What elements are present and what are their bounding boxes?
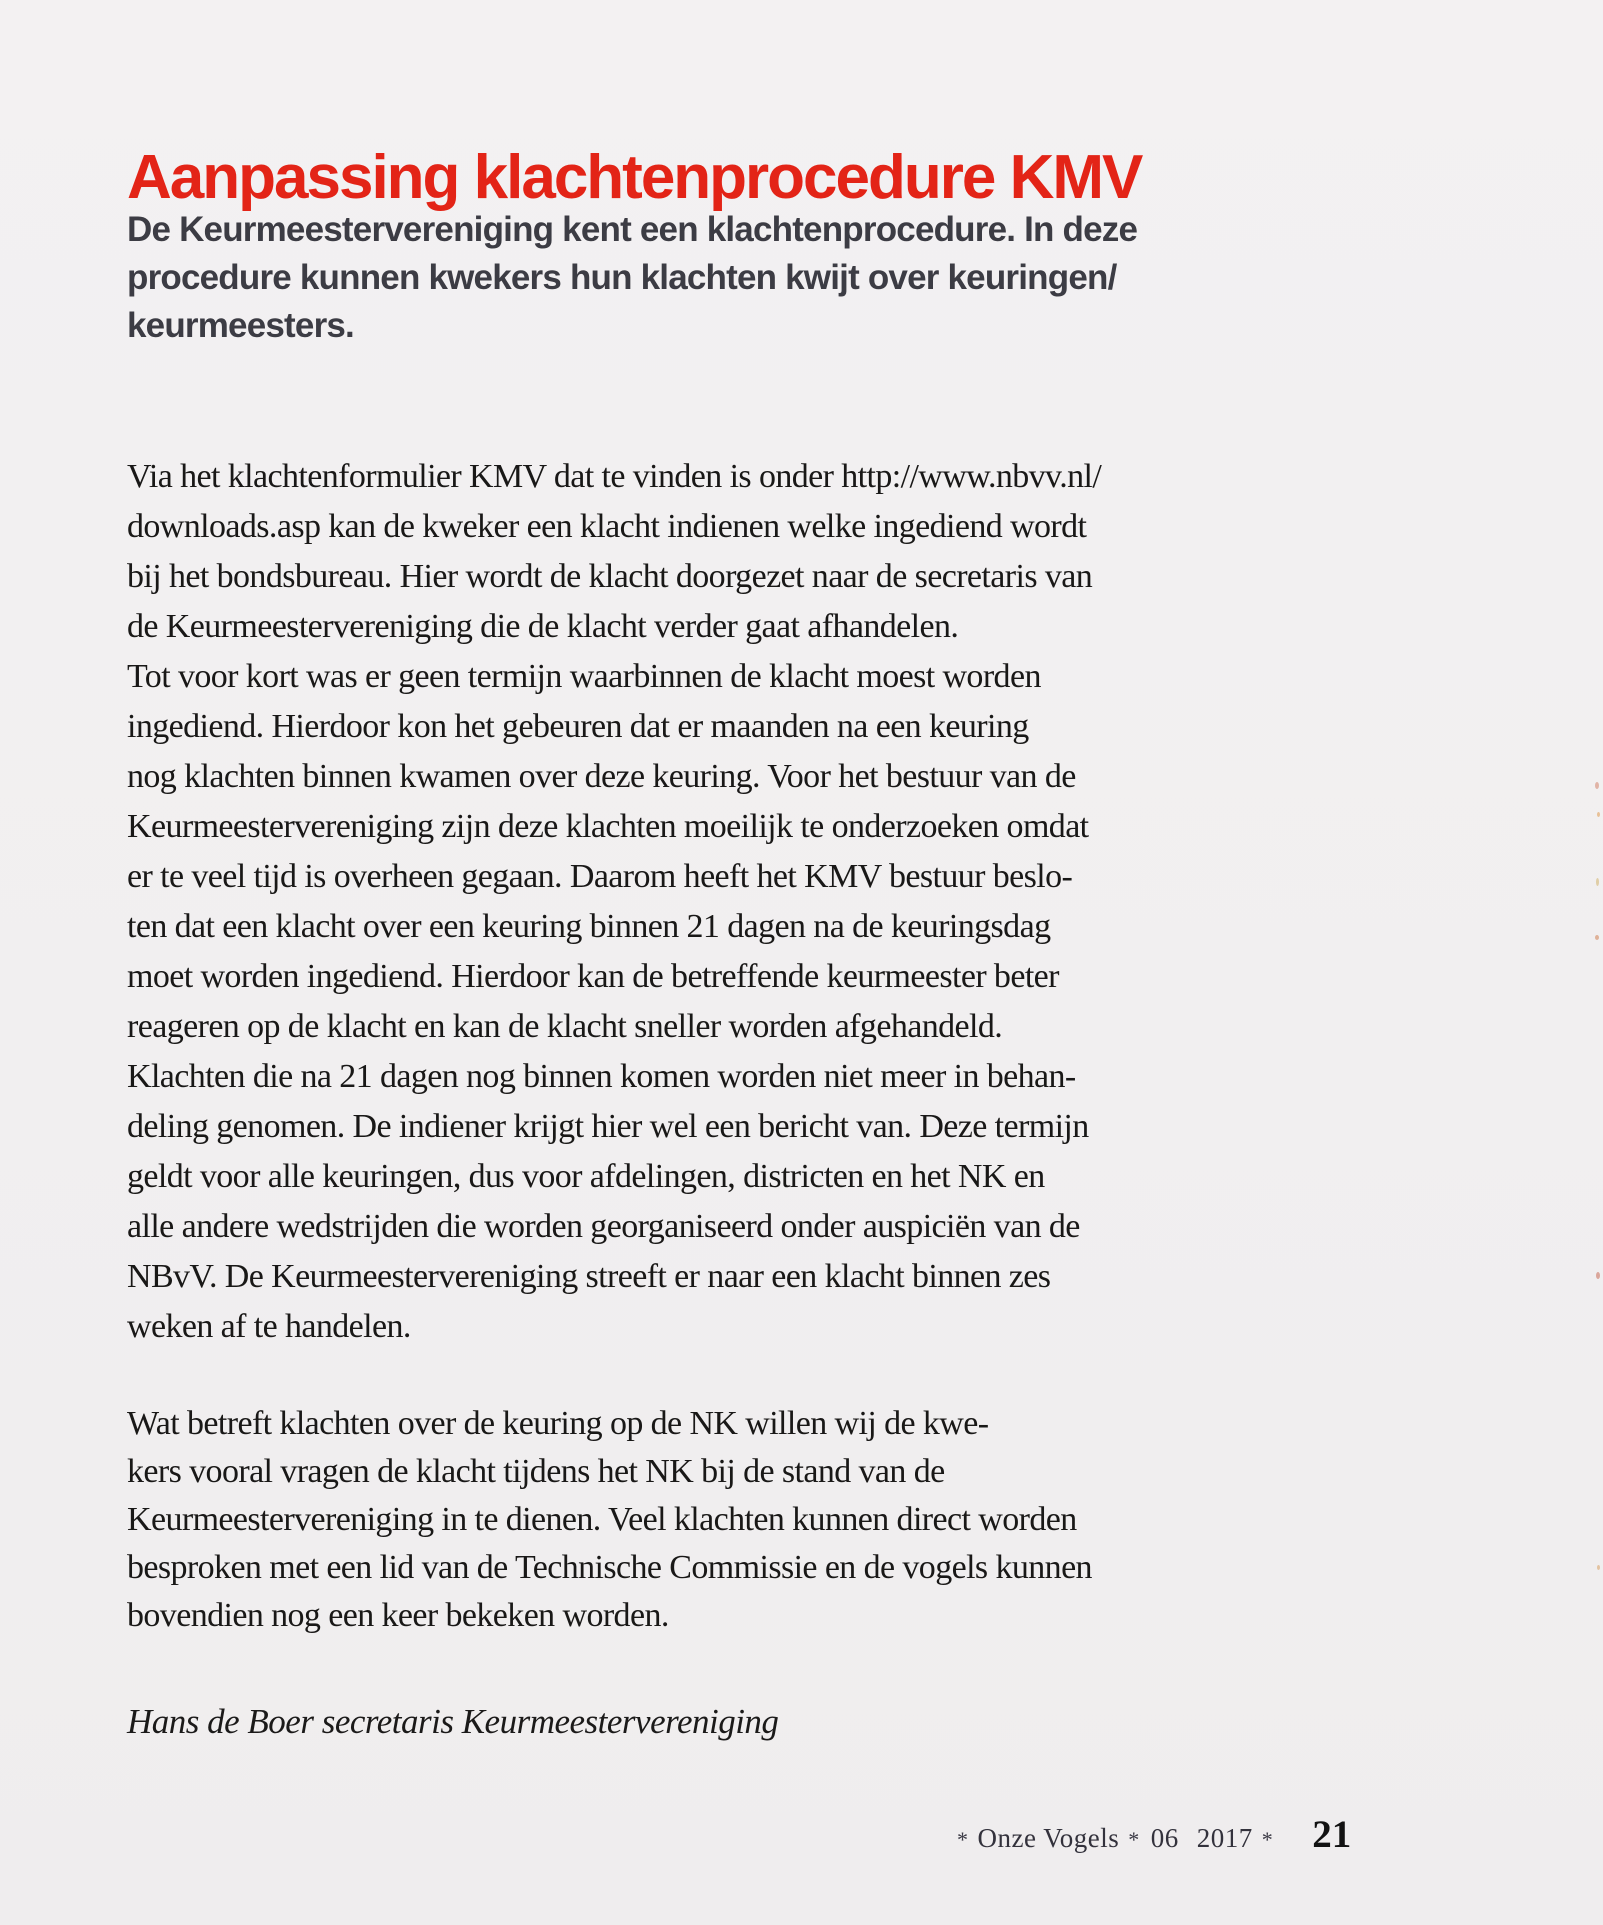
scan-artifact — [1595, 935, 1599, 940]
page-footer — [948, 1812, 1351, 1857]
scan-artifact — [1595, 782, 1599, 789]
scan-artifact — [1597, 812, 1600, 817]
text-line: kers vooral vragen de klacht tijdens het NK bij de stand van de — [127, 1453, 945, 1490]
text-line: besproken met een lid van de Technische Commissie en de vogels kunnen — [127, 1549, 1092, 1586]
text-line: deling genomen. De indiener krijgt hier wel een bericht van. Deze termijn — [127, 1108, 1089, 1145]
footer-star-icon: * — [1261, 1827, 1274, 1852]
text-line: bovendien nog een keer bekeken worden. — [127, 1597, 669, 1634]
text-line: er te veel tijd is overheen gegaan. Daarom heeft het KMV bestuur beslo- — [127, 858, 1073, 895]
footer-star-icon: * — [1128, 1827, 1140, 1852]
article-paragraph-2 — [127, 1400, 1092, 1640]
text-line: ten dat een klacht over een keuring binnen 21 dagen na de keuringsdag — [127, 908, 1051, 945]
scan-artifact — [1597, 1565, 1600, 1570]
text-line: reageren op de klacht en kan de klacht sneller worden afgehandeld. — [127, 1008, 1003, 1045]
footer-journal-name: Onze Vogels — [977, 1823, 1120, 1853]
text-line: weken af te handelen. — [127, 1308, 411, 1345]
text-line: Keurmeestervereniging in te dienen. Veel klachten kunnen direct worden — [127, 1501, 1077, 1538]
footer-page-number: 21 — [1312, 1813, 1352, 1856]
text-line: De Keurmeestervereniging kent een klachtenprocedure. In deze — [127, 210, 1138, 249]
text-line: de Keurmeestervereniging die de klacht verder gaat afhandelen. — [127, 608, 959, 645]
text-line: Keurmeestervereniging zijn deze klachten moeilijk te onderzoeken omdat — [127, 808, 1089, 845]
text-line: downloads.asp kan de kweker een klacht indienen welke ingediend wordt — [127, 508, 1087, 545]
text-line: alle andere wedstrijden die worden georganiseerd onder auspiciën van de — [127, 1208, 1080, 1245]
article-title: Aanpassing klachtenprocedure KMV — [127, 142, 1142, 212]
text-line: bij het bondsbureau. Hier wordt de klacht doorgezet naar de secretaris van — [127, 558, 1093, 595]
text-line: nog klachten binnen kwamen over deze keuring. Voor het bestuur van de — [127, 758, 1076, 795]
text-line: Klachten die na 21 dagen nog binnen komen worden niet meer in behan- — [127, 1058, 1076, 1095]
footer-star-icon: * — [957, 1827, 969, 1852]
text-line: procedure kunnen kwekers hun klachten kwijt over keuringen/ — [127, 258, 1117, 297]
text-line: Wat betreft klachten over de keuring op de NK willen wij de kwe- — [127, 1405, 989, 1442]
scan-artifact — [1596, 1272, 1600, 1279]
text-line: Via het klachtenformulier KMV dat te vinden is onder http://www.nbvv.nl/ — [127, 458, 1102, 495]
text-line: Tot voor kort was er geen termijn waarbinnen de klacht moest worden — [127, 658, 1041, 695]
article-signature: Hans de Boer secretaris Keurmeestervereniging — [127, 1702, 779, 1741]
text-line: ingediend. Hierdoor kon het gebeuren dat er maanden na een keuring — [127, 708, 1029, 745]
footer-issue-number: 06 — [1150, 1823, 1179, 1853]
text-line: moet worden ingediend. Hierdoor kan de betreffende keurmeester beter — [127, 958, 1059, 995]
text-line: keurmeesters. — [127, 306, 354, 345]
scan-artifact — [1596, 878, 1599, 886]
article-intro — [127, 206, 1137, 350]
article-paragraph-1 — [127, 452, 1101, 1352]
text-line: NBvV. De Keurmeestervereniging streeft er naar een klacht binnen zes — [127, 1258, 1051, 1295]
text-line: geldt voor alle keuringen, dus voor afdelingen, districten en het NK en — [127, 1158, 1045, 1195]
footer-year: 2017 — [1196, 1823, 1253, 1853]
